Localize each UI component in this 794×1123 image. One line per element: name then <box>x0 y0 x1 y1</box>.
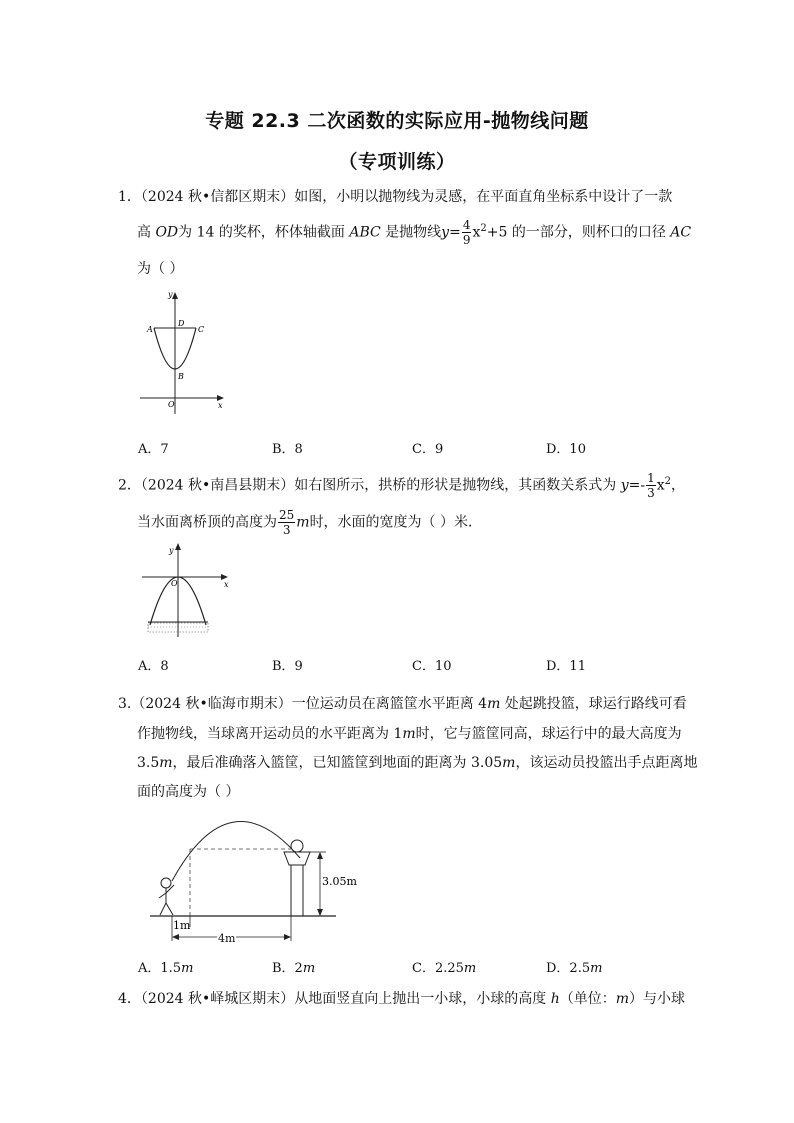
q1-line-3: 为（ ） <box>137 261 184 277</box>
svg-text:O: O <box>171 579 178 588</box>
q3-trajectory <box>172 822 300 881</box>
q1-label-c: C <box>198 325 205 334</box>
q2-fraction: $\frac{1}{3}$ <box>647 471 655 500</box>
q1-y-arrow <box>172 292 178 299</box>
q3-line-2: 作抛物线，当球离开运动员的水平距离为 1m时，它与篮筐同高，球运行中的最大高度为 <box>137 726 682 742</box>
q4-line-1: 4．（2024 秋•峄城区期末）从地面竖直向上抛出一小球，小球的高度 h（单位：m）与小球 <box>118 991 686 1007</box>
q3-line-3: 3.5m，最后准确落入篮筐，已知篮筐到地面的距离为 3.05m，该运动员投篮出手点距离地 <box>137 755 698 771</box>
q1-line-1: 1．（2024 秋•信都区期末）如图，小明以抛物线为灵感，在平面直角坐标系中设计了一款 <box>118 189 673 205</box>
q4-number: 4． <box>118 991 141 1007</box>
q3-options <box>0 957 794 977</box>
q2-line-1: 2．（2024 秋•南昌县期末）如右图所示，拱桥的形状是抛物线，其函数关系式为 y=- $\frac{1}{3}$ $x^2$， <box>118 471 686 500</box>
q3-number: 3. <box>118 696 132 712</box>
q1-label-d: D <box>178 319 185 328</box>
q2-option-b[interactable]: B．9 <box>272 659 303 674</box>
q1-number: 1． <box>118 189 141 205</box>
q3-option-a[interactable]: A．1.5m <box>138 961 194 976</box>
q3-label-4m: 4m <box>218 932 236 945</box>
q1-label-b: B <box>178 372 184 381</box>
q3-line-4: 面的高度为（ ） <box>137 784 240 800</box>
q1-label-x: x <box>218 401 223 410</box>
svg-text:y: y <box>169 546 174 555</box>
q2-source: （2024 秋•南昌县期末） <box>140 477 295 494</box>
q1-source: （2024 秋•信都区期末） <box>140 189 295 205</box>
q1-label-y: y <box>168 290 173 299</box>
q3-line-1: 3.（2024 秋•临海市期末）一位运动员在离篮筐水平距离 4m 处起跳投篮，球运行路线可看 <box>118 696 687 712</box>
q1-label-o: O <box>168 400 175 409</box>
q3-label-height: 3.05m <box>322 875 357 888</box>
q1-option-c[interactable]: C．9 <box>412 442 444 457</box>
q1-fraction: $\frac{4}{9}$ <box>462 218 471 247</box>
q2-figure <box>140 542 235 642</box>
q3-option-b[interactable]: B．2m <box>272 961 316 976</box>
q1-label-a: A <box>147 325 153 334</box>
page-title: 专题 22.3 二次函数的实际应用-抛物线问题 <box>205 110 589 132</box>
q3-label-1m: 1m <box>173 919 191 932</box>
q3-ball <box>291 840 303 852</box>
q4-source: （2024 秋•峄城区期末） <box>140 991 295 1007</box>
q2-option-a[interactable]: A．8 <box>138 659 169 674</box>
q1-option-d[interactable]: D．10 <box>546 442 586 457</box>
q3-player-head <box>161 878 171 888</box>
q1-figure <box>140 290 230 415</box>
q1-options <box>0 438 794 458</box>
q3-figure <box>150 805 365 945</box>
page-subtitle: （专项训练） <box>338 151 456 173</box>
q3-option-c[interactable]: C．2.25m <box>412 961 477 976</box>
q2-option-c[interactable]: C．10 <box>412 659 452 674</box>
q2-option-d[interactable]: D．11 <box>546 659 586 674</box>
q2-number: 2． <box>118 477 141 494</box>
q2-options <box>0 655 794 675</box>
q1-option-a[interactable]: A．7 <box>138 442 169 457</box>
q2-height-fraction: $\frac{25}{3}$ <box>279 508 295 537</box>
q1-option-b[interactable]: B．8 <box>272 442 303 457</box>
q2-line-2: 当水面离桥顶的高度为 $\frac{25}{3}$ m时，水面的宽度为（ ）米． <box>137 508 483 537</box>
svg-text:x: x <box>224 580 229 589</box>
q3-option-d[interactable]: D．2.5m <box>546 961 603 976</box>
q3-source: （2024 秋•临海市期末） <box>131 696 292 712</box>
q1-line-2: 高 OD为 14 的奖杯，杯体轴截面 ABC 是抛物线y= $\frac{4}{9}$ $x^2+5$ 的一部分，则杯口的口径 AC <box>137 218 692 247</box>
